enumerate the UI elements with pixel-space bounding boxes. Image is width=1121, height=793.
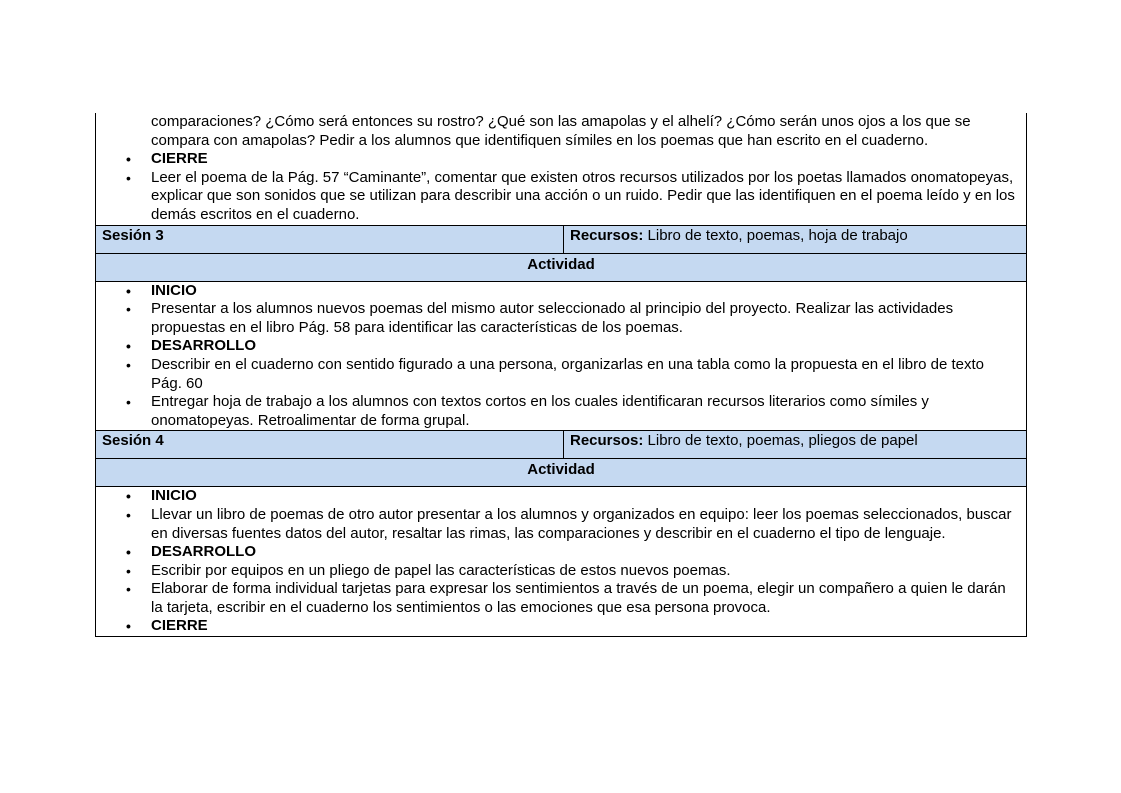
session-header-row <box>95 226 1027 254</box>
list-item: • Leer el poema de la Pág. 57 “Caminante”, comentar que existen otros recursos utilizados por los poetas llamados onomatopeyas, explicar que son sonidos que se utilizan para describir una acción o un ruido. Pedir que las identifiquen en el poema leído y en los demás escritos en el cuaderno. <box>126 168 1015 223</box>
list-item: • Elaborar de forma individual tarjetas para expresar los sentimientos a través de un poema, elegir un compañero a quien le darán la tarjeta, escribir en el cuaderno los sentimientos o las emociones que esa persona provoca. <box>126 580 1006 616</box>
lesson-plan-table <box>95 113 1027 637</box>
session-header-row <box>95 431 1027 459</box>
resources-value: Libro de texto, poemas, pliegos de papel <box>643 432 918 450</box>
activity-list <box>96 113 1018 225</box>
session-4-activity-content <box>95 487 1027 637</box>
bullet-icon: • <box>126 488 131 505</box>
activity-list <box>96 282 1018 431</box>
list-item-heading: • DESARROLLO <box>126 337 256 355</box>
list-item: • Llevar un libro de poemas de otro autor presentar a los alumnos y organizados en equipo: leer los poemas seleccionados, buscar en diversas fuentes datos del autor, resaltar las rimas, las comparaciones y describir en el cuaderno el tipo de lenguaje. <box>126 505 1012 542</box>
bullet-icon: • <box>126 169 131 186</box>
bullet-icon: • <box>126 356 131 373</box>
resources-label: Recursos: <box>570 432 644 450</box>
list-item-heading: • CIERRE <box>126 150 208 168</box>
session-label: Sesión 4 <box>96 431 564 458</box>
list-item-heading: • INICIO <box>126 487 197 505</box>
bullet-icon: • <box>126 301 131 318</box>
activity-header: Actividad <box>95 459 1027 487</box>
list-item: • Escribir por equipos en un pliego de papel las características de estos nuevos poemas. <box>126 561 731 579</box>
session-2-activity-content <box>95 113 1027 226</box>
resources-cell <box>564 226 1026 253</box>
activity-header: Actividad <box>95 254 1027 282</box>
resources-value: Libro de texto, poemas, hoja de trabajo <box>643 226 908 244</box>
list-item: • Presentar a los alumnos nuevos poemas del mismo autor seleccionado al principio del proyecto. Realizar las actividades propuestas en el libro Pág. 58 para identificar las características de los poemas. <box>126 300 954 336</box>
bullet-icon: • <box>126 151 131 168</box>
bullet-icon: • <box>126 618 131 635</box>
activity-list <box>96 487 1018 636</box>
bullet-icon: • <box>126 506 131 523</box>
list-item-heading: • DESARROLLO <box>126 543 256 561</box>
list-item-heading: • INICIO <box>126 281 197 299</box>
list-item: • Entregar hoja de trabajo a los alumnos con textos cortos en los cuales identificaran recursos literarios como símiles y onomatopeyas. Retroalimentar de forma grupal. <box>126 393 929 429</box>
bullet-icon: • <box>126 338 131 355</box>
bullet-icon: • <box>126 562 131 579</box>
list-item-heading: • CIERRE <box>126 617 208 635</box>
session-label: Sesión 3 <box>96 226 564 253</box>
resources-cell <box>564 431 1026 458</box>
list-item: comparaciones? ¿Cómo será entonces su rostro? ¿Qué son las amapolas y el alhelí? ¿Cómo serán unos ojos a los que se compara con amapolas? Pedir a los alumnos que identifiquen símiles en los poemas que han escrito en el cuaderno. <box>151 113 971 149</box>
bullet-icon: • <box>126 581 131 598</box>
bullet-icon: • <box>126 544 131 561</box>
list-item: • Describir en el cuaderno con sentido figurado a una persona, organizarlas en una tabla como la propuesta en el libro de texto Pág. 60 <box>126 355 985 392</box>
session-3-activity-content <box>95 282 1027 432</box>
bullet-icon: • <box>126 394 131 411</box>
bullet-icon: • <box>126 282 131 299</box>
resources-label: Recursos: <box>570 226 644 244</box>
